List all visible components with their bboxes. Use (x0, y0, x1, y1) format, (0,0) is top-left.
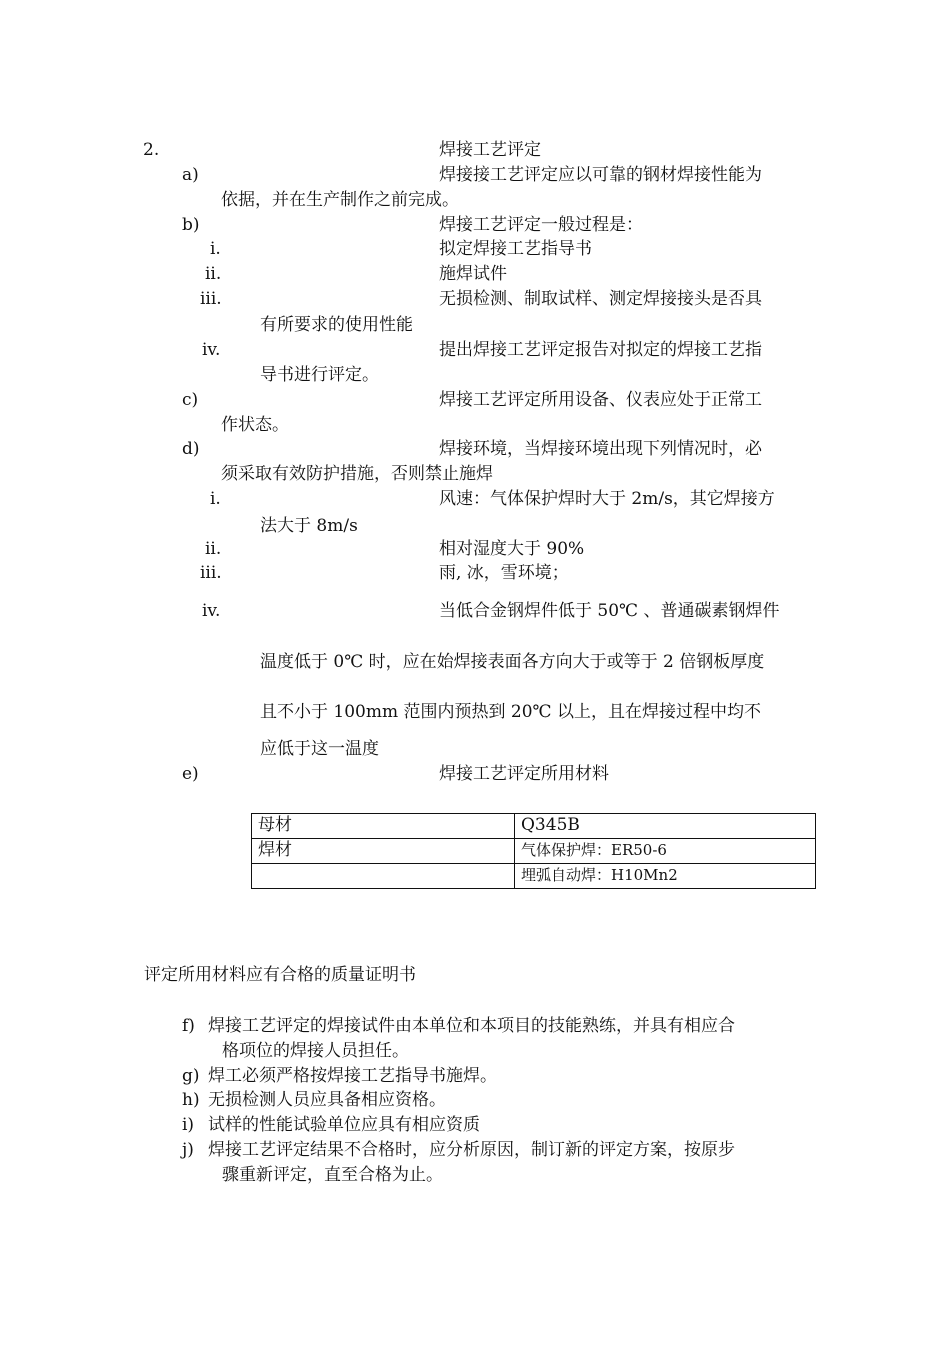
subitem-marker: iii. (200, 289, 222, 309)
subitem-text: 雨, 冰，雪环境； (439, 563, 569, 583)
note-text: 评定所用材料应有合格的质量证明书 (144, 965, 416, 985)
item-text-continued: 须采取有效防护措施，否则禁止施焊 (221, 464, 493, 484)
list-item: 试样的性能试验单位应具有相应资质 (208, 1115, 480, 1135)
item-marker: a) (182, 165, 199, 185)
list-item-continued: 格项位的焊接人员担任。 (222, 1041, 409, 1061)
table-row (252, 814, 816, 839)
item-marker: e) (182, 764, 199, 784)
subitem-marker: i. (210, 239, 221, 259)
subitem-marker: iv. (202, 601, 221, 621)
list-item: 无损检测人员应具备相应资格。 (208, 1090, 446, 1110)
item-text-continued: 依据，并在生产制作之前完成。 (221, 190, 459, 210)
item-marker: b) (182, 215, 200, 235)
item-marker: d) (182, 439, 200, 459)
list-marker: f) (182, 1016, 195, 1036)
table-cell: 焊材 (252, 839, 515, 864)
item-text: 焊接环境，当焊接环境出现下列情况时，必 (439, 439, 762, 459)
list-item: 焊接工艺评定的焊接试件由本单位和本项目的技能熟练，并具有相应合 (208, 1016, 735, 1036)
subitem-text: 风速：气体保护焊时大于 2m/s，其它焊接方 (439, 489, 775, 509)
subitem-text: 当低合金钢焊件低于 50℃ 、普通碳素钢焊件 (439, 601, 780, 621)
item-marker: c) (182, 390, 199, 410)
table-cell: 气体保护焊：ER50-6 (515, 839, 816, 864)
subitem-text: 提出焊接工艺评定报告对拟定的焊接工艺指 (439, 340, 762, 360)
table-row (252, 864, 816, 889)
subitem-text: 相对湿度大于 90% (439, 539, 585, 559)
subitem-text-continued: 应低于这一温度 (260, 739, 379, 759)
item-text: 焊接工艺评定一般过程是： (439, 215, 643, 235)
subitem-marker: i. (210, 489, 221, 509)
list-marker: i) (182, 1115, 195, 1135)
subitem-marker: iv. (202, 340, 221, 360)
section-title: 焊接工艺评定 (439, 140, 541, 160)
list-marker: h) (182, 1090, 200, 1110)
table-row (252, 839, 816, 864)
subitem-text: 无损检测、制取试样、测定焊接接头是否具 (439, 289, 762, 309)
subitem-text: 拟定焊接工艺指导书 (439, 239, 592, 259)
item-text: 焊接工艺评定所用设备、仪表应处于正常工 (439, 390, 762, 410)
subitem-text-continued: 有所要求的使用性能 (260, 315, 413, 335)
subitem-text: 施焊试件 (439, 264, 507, 284)
list-item-continued: 骤重新评定，直至合格为止。 (222, 1165, 443, 1185)
subitem-marker: iii. (200, 563, 222, 583)
subitem-marker: ii. (205, 539, 222, 559)
subitem-text-continued: 且不小于 100mm 范围内预热到 20℃ 以上，且在焊接过程中均不 (260, 702, 761, 722)
materials-table (251, 813, 816, 889)
table-cell (252, 864, 515, 889)
item-text: 焊接接工艺评定应以可靠的钢材焊接性能为 (439, 165, 762, 185)
subitem-text-continued: 法大于 8m/s (260, 516, 358, 536)
item-text: 焊接工艺评定所用材料 (439, 764, 609, 784)
table-cell: Q345B (515, 814, 816, 839)
list-marker: g) (182, 1066, 200, 1086)
list-item: 焊工必须严格按焊接工艺指导书施焊。 (208, 1066, 497, 1086)
table-cell: 埋弧自动焊：H10Mn2 (515, 864, 816, 889)
subitem-marker: ii. (205, 264, 222, 284)
list-marker: j) (182, 1140, 194, 1160)
list-item: 焊接工艺评定结果不合格时，应分析原因，制订新的评定方案，按原步 (208, 1140, 735, 1160)
section-number: 2. (143, 140, 160, 160)
item-text-continued: 作状态。 (221, 415, 289, 435)
table-cell: 母材 (252, 814, 515, 839)
subitem-text-continued: 导书进行评定。 (260, 365, 379, 385)
subitem-text-continued: 温度低于 0℃ 时，应在始焊接表面各方向大于或等于 2 倍钢板厚度 (260, 652, 765, 672)
